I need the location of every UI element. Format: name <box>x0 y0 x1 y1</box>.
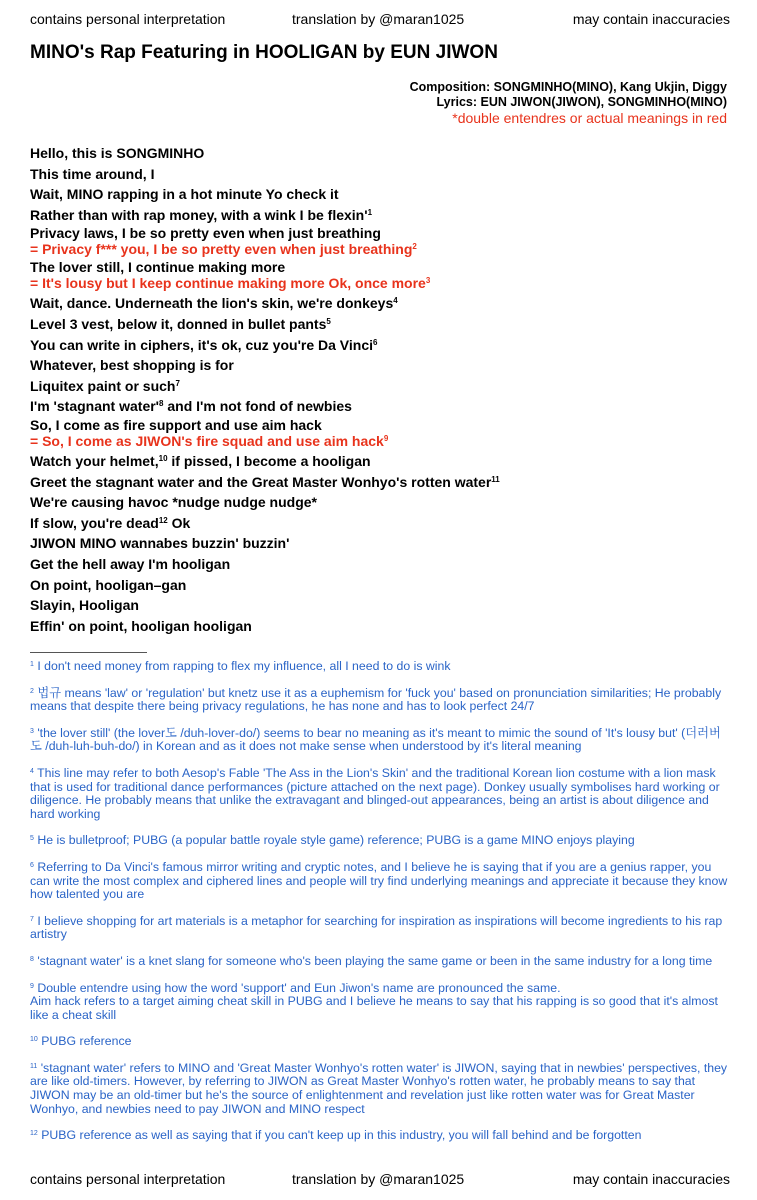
lyric-text: Watch your helmet, <box>30 452 159 469</box>
footnote-number: 4 <box>30 767 34 775</box>
lyric-text: Hello, this is SONGMINHO <box>30 145 205 161</box>
lyric-line <box>30 616 730 637</box>
footnote-marker: 12 <box>158 515 168 525</box>
footnote-item <box>30 834 730 848</box>
lyric-text: Whatever, best shopping is for <box>30 357 234 374</box>
footnote-marker: 6 <box>373 337 378 347</box>
footnote-item <box>30 727 730 754</box>
footnote-marker: 11 <box>491 474 500 484</box>
footnote-number: 12 <box>30 1130 38 1138</box>
lyric-text-continued: if pissed, I become a hooligan <box>167 452 371 469</box>
footnote-marker: 1 <box>367 207 373 217</box>
lyric-text: On point, hooligan–gan <box>30 576 187 593</box>
lyric-line <box>30 513 730 534</box>
footnote-marker: 8 <box>159 399 164 409</box>
footnote-marker: 9 <box>383 433 389 443</box>
lyric-line <box>30 241 730 257</box>
footer-warning: may contain inaccuracies <box>572 1171 730 1187</box>
lyric-line <box>30 293 730 314</box>
lyric-line <box>30 396 730 417</box>
footnote-number: 10 <box>30 1036 38 1044</box>
lyric-line <box>30 275 730 291</box>
lyric-line <box>30 472 730 493</box>
song-credits <box>410 80 727 127</box>
lyric-line <box>30 205 730 226</box>
lyric-text: Wait, dance. Underneath the lion's skin, we're donkeys <box>30 295 394 312</box>
footnote-text: This line may refer to both Aesop's Fable 'The Ass in the Lion's Skin' and the traditional Korean lion costume with a lion mask that is used for traditional dance performances (picture attached on the next page). Donkey usually symbolises hard working or diligence. He probably means that unlike the extravagant and blinged-out appearances, being an artist is about diligence and hard working <box>30 765 720 821</box>
lyric-line <box>30 554 730 575</box>
composition-credit: Composition: SONGMINHO(MINO), Kang Ukjin, Diggy <box>409 80 727 94</box>
page-title: MINO's Rap Featuring in HOOLIGAN by EUN JIWON <box>30 42 498 63</box>
lyric-text-continued: Ok <box>167 514 191 531</box>
header-credit: translation by @maran1025 <box>292 11 465 27</box>
header-disclaimer: contains personal interpretation <box>30 11 226 27</box>
lyric-line <box>30 164 730 185</box>
footnote-item <box>30 767 730 821</box>
footnote-text: 'stagnant water' refers to MINO and 'Great Master Wonhyo's rotten water' is JIWON, saying that in newbies' perspectives, they are like old-timers. However, by referring to JIWON as Great Master Wonhyo's rotten water, he probably means to say that JIWON may be an old-timer but he's the source of enlightenment and revelation just like rotten water was for Great Master Wonhyo, and newbies need to pay JIWON and MINO respect <box>30 1060 728 1116</box>
lyric-line <box>30 533 730 554</box>
footnote-marker: 4 <box>393 296 398 306</box>
footnote-text: Double entendre using how the word 'support' and Eun Jiwon's name are pronounced the same. <box>37 980 561 995</box>
lyric-text: You can write in ciphers, it's ok, cuz you're Da Vinci <box>30 336 374 353</box>
lyric-text-continued: and I'm not fond of newbies <box>163 398 352 415</box>
lyric-line <box>30 355 730 376</box>
footnote-number: 9 <box>30 982 34 990</box>
lyric-line <box>30 184 730 205</box>
lyric-text: JIWON MINO wannabes buzzin' buzzin' <box>30 535 290 552</box>
lyric-text: Slayin, Hooligan <box>30 597 139 614</box>
lyric-text: = So, I come as JIWON's fire squad and use aim hack <box>30 432 384 449</box>
footnotes-block <box>30 660 730 1156</box>
lyric-text: I'm 'stagnant water' <box>30 398 160 415</box>
footnote-marker: 10 <box>158 453 168 463</box>
footnote-number: 6 <box>30 861 34 869</box>
footnote-number: 3 <box>30 727 34 735</box>
footnote-number: 7 <box>30 915 34 923</box>
footnote-marker: 5 <box>326 316 331 326</box>
footnote-text: Referring to Da Vinci's famous mirror writing and cryptic notes, and I believe he is saying that if you are a genius rapper, you can write the most complex and ciphered lines and people will try find underlying meanings and appreciate it because they know how talented you are <box>30 859 728 902</box>
footnote-text: 법규 means 'law' or 'regulation' but knetz use it as a euphemism for 'fuck you' based on pronunciation similarities; He probably means that despite there being privacy regulations, he has none and has to look perfect 24/7 <box>30 685 722 714</box>
lyric-text: Liquitex paint or such <box>30 377 176 394</box>
footer-credit: translation by @maran1025 <box>292 1171 465 1187</box>
footnote-text-continued: Aim hack refers to a target aiming cheat skill in PUBG and I believe he means to say that his rapping is so good that it's almost like a cheat skill <box>30 994 718 1022</box>
lyric-text: Wait, MINO rapping in a hot minute Yo check it <box>30 186 339 203</box>
lyrics-credit: Lyrics: EUN JIWON(JIWON), SONGMINHO(MINO) <box>436 95 727 109</box>
footnote-item <box>30 1062 730 1116</box>
lyric-text: This time around, I <box>30 165 155 182</box>
footnote-text: He is bulletproof; PUBG (a popular battle royale style game) reference; PUBG is a game MINO enjoys playing <box>37 833 635 848</box>
lyric-text: = It's lousy but I keep continue making more Ok, once more <box>30 275 426 292</box>
lyric-line <box>30 225 730 241</box>
lyric-text: Effin' on point, hooligan hooligan <box>30 617 252 634</box>
lyric-text: The lover still, I continue making more <box>30 259 286 276</box>
lyric-text: We're causing havoc *nudge nudge nudge* <box>30 494 317 511</box>
footnote-item <box>30 955 730 969</box>
footnote-text: 'stagnant water' is a knet slang for someone who's been playing the same game or been in the same industry for a long time <box>37 953 713 968</box>
footnote-text: I don't need money from rapping to flex my influence, all I need to do is wink <box>37 659 451 673</box>
lyric-text: Rather than with rap money, with a wink I be flexin' <box>30 206 368 223</box>
footnote-item <box>30 915 730 942</box>
footnote-text: PUBG reference as well as saying that if you can't keep up in this industry, you will fall behind and be forgotten <box>41 1128 642 1143</box>
footnote-number: 1 <box>30 661 34 668</box>
lyric-line <box>30 417 730 433</box>
footnote-item <box>30 660 730 674</box>
lyric-line <box>30 433 730 449</box>
footnote-item <box>30 1035 730 1049</box>
lyric-text: Get the hell away I'm hooligan <box>30 555 231 572</box>
lyric-line <box>30 314 730 335</box>
lyric-text: Level 3 vest, below it, donned in bullet pants <box>30 315 327 332</box>
footnote-divider <box>30 652 147 653</box>
footnote-number: 2 <box>30 687 34 695</box>
lyric-text: If slow, you're dead <box>30 514 159 531</box>
lyric-line <box>30 143 730 164</box>
footnote-item <box>30 982 730 1023</box>
lyric-line <box>30 492 730 513</box>
footnote-marker: 2 <box>412 242 417 252</box>
color-legend-note: *double entendres or actual meanings in red <box>452 110 727 126</box>
footnote-item <box>30 687 730 714</box>
footnote-marker: 3 <box>425 276 431 286</box>
lyric-line <box>30 259 730 275</box>
lyric-text: Greet the stagnant water and the Great Master Wonhyo's rotten water <box>30 473 492 490</box>
lyric-line <box>30 575 730 596</box>
lyric-text: Privacy laws, I be so pretty even when just breathing <box>30 225 381 242</box>
lyric-line <box>30 451 730 472</box>
footnote-text: I believe shopping for art materials is a metaphor for searching for inspiration as inspirations will become ingredients to his rap artistry <box>30 913 723 942</box>
footnote-text: PUBG reference <box>41 1034 132 1049</box>
footnote-item <box>30 861 730 902</box>
footnote-number: 5 <box>30 835 34 843</box>
lyric-text: So, I come as fire support and use aim hack <box>30 416 322 433</box>
footnote-number: 8 <box>30 955 34 963</box>
lyrics-block <box>30 143 730 636</box>
footnote-item <box>30 1129 730 1143</box>
lyric-line <box>30 376 730 397</box>
lyric-text: = Privacy f*** you, I be so pretty even when just breathing <box>30 241 413 258</box>
header-warning: may contain inaccuracies <box>572 11 730 27</box>
footnote-number: 11 <box>30 1062 38 1070</box>
footnote-marker: 7 <box>175 378 180 388</box>
footnote-text: 'the lover still' (the lover도 /duh-lover-do/) seems to bear no meaning as it's meant to mimic the sound of 'It's lousy but' (더러버도 /duh-luh-buh-do/) in Korean and as it does not make sense when understood by it's literal meaning <box>30 725 721 754</box>
lyric-line <box>30 595 730 616</box>
lyric-line <box>30 335 730 356</box>
footer-disclaimer: contains personal interpretation <box>30 1171 226 1187</box>
